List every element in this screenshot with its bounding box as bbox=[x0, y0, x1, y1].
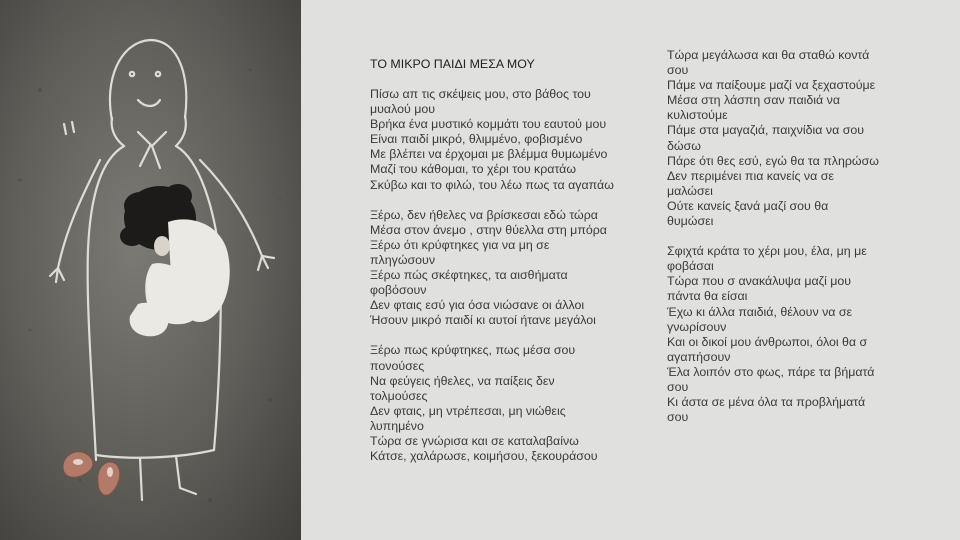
poem-line: Να φεύγεις ήθελες, να παίξεις δεν bbox=[370, 373, 555, 388]
poem-line: φοβάσαι bbox=[667, 259, 714, 274]
stanza-5 bbox=[667, 244, 912, 425]
poem-line: Δεν φταις, μη ντρέπεσαι, μη νιώθεις bbox=[370, 403, 566, 418]
stanza-2 bbox=[370, 208, 640, 329]
stanza-3 bbox=[370, 343, 640, 464]
poem-line: Τώρα που σ ανακάλυψα μαζί μου bbox=[667, 274, 852, 289]
photo-chalk-drawing bbox=[0, 0, 301, 540]
poem-line: Ούτε κανείς ξανά μαζί σου θα bbox=[667, 198, 829, 213]
poem-line: Ξέρω, δεν ήθελες να βρίσκεσαι εδώ τώρα bbox=[370, 207, 598, 222]
poem-line: Πάρε ότι θες εσύ, εγώ θα τα πληρώσω bbox=[667, 153, 879, 168]
poem-column-right bbox=[667, 48, 912, 440]
poem-line: Ξέρω ότι κρύφτηκες για να μη σε bbox=[370, 237, 550, 252]
poem-line: σου bbox=[667, 379, 689, 394]
poem-line: Ξέρω πως κρύφτηκες, πως μέσα σου bbox=[370, 343, 576, 358]
poem-line: θυμώσει bbox=[667, 214, 714, 229]
poem-line: μυαλού μου bbox=[370, 102, 436, 117]
poem-line: Με βλέπει να έρχομαι με βλέμμα θυμωμένο bbox=[370, 147, 608, 162]
poem-line: δώσω bbox=[667, 138, 701, 153]
poem-line: Πάμε στα μαγαζιά, παιχνίδια να σου bbox=[667, 123, 865, 138]
poem-line: Μαζί του κάθομαι, το χέρι του κρατάω bbox=[370, 162, 577, 177]
poem-line: Σφιχτά κράτα το χέρι μου, έλα, μη με bbox=[667, 244, 867, 259]
poem-line: Δεν περιμένει πια κανείς να σε bbox=[667, 168, 834, 183]
poem-line: πληγώσουν bbox=[370, 252, 436, 267]
poem-line: Είναι παιδί μικρό, θλιμμένο, φοβισμένο bbox=[370, 132, 583, 147]
poem-line: τολμούσες bbox=[370, 388, 428, 403]
poem-line: πονούσες bbox=[370, 358, 425, 373]
poem-line: σου bbox=[667, 410, 689, 425]
poem-line: Και οι δικοί μου άνθρωποι, όλοι θα σ bbox=[667, 334, 868, 349]
poem-line: πάντα θα είσαι bbox=[667, 289, 748, 304]
poem-line: κυλιστούμε bbox=[667, 108, 728, 123]
poem-line: Πίσω απ τις σκέψεις μου, στο βάθος του bbox=[370, 87, 591, 101]
chalk-mother-illustration bbox=[0, 0, 301, 540]
poem-line: Ξέρω πώς σκέφτηκες, τα αισθήματα bbox=[370, 268, 568, 283]
poem-line: Μέσα στον άνεμο , στην θύελλα στη μπόρα bbox=[370, 222, 607, 237]
poem-line: αγαπήσουν bbox=[667, 349, 731, 364]
poem-title: ΤΟ ΜΙΚΡΟ ΠΑΙΔΙ ΜΕΣΑ ΜΟΥ bbox=[370, 57, 535, 71]
poem-line: Ήσουν μικρό παιδί κι αυτοί ήτανε μεγάλοι bbox=[370, 313, 596, 328]
poem-line: Δεν φταις εσύ για όσα νιώσανε οι άλλοι bbox=[370, 298, 585, 313]
stanza-4 bbox=[667, 48, 912, 229]
poem-line: Βρήκα ένα μυστικό κομμάτι του εαυτού μου bbox=[370, 117, 607, 132]
poem-line: φοβόσουν bbox=[370, 283, 427, 298]
poem-line: Κι άστα σε μένα όλα τα προβλήματά bbox=[667, 395, 866, 410]
poem-column-left bbox=[370, 57, 640, 479]
poem-line: λυπημένο bbox=[370, 418, 424, 433]
poem-line: Τώρα σε γνώρισα και σε καταλαβαίνω bbox=[370, 433, 579, 448]
poem-line: Έλα λοιπόν στο φως, πάρε τα βήματά bbox=[667, 364, 875, 379]
poem-line: γνωρίσουν bbox=[667, 319, 727, 334]
poem-line: Σκύβω και το φιλώ, του λέω πως τα αγαπάω bbox=[370, 177, 614, 192]
poem-line: μαλώσει bbox=[667, 183, 713, 198]
poem-line: Έχω κι άλλα παιδιά, θέλουν να σε bbox=[667, 304, 853, 319]
poem-line: Κάτσε, χαλάρωσε, κοιμήσου, ξεκουράσου bbox=[370, 449, 598, 464]
poem-line: σου bbox=[667, 63, 689, 78]
stanza-1 bbox=[370, 87, 640, 193]
poem-line: Μέσα στη λάσπη σαν παιδιά να bbox=[667, 93, 841, 108]
poem-line: Τώρα μεγάλωσα και θα σταθώ κοντά bbox=[667, 48, 870, 62]
poem-line: Πάμε να παίξουμε μαζί να ξεχαστούμε bbox=[667, 78, 876, 93]
